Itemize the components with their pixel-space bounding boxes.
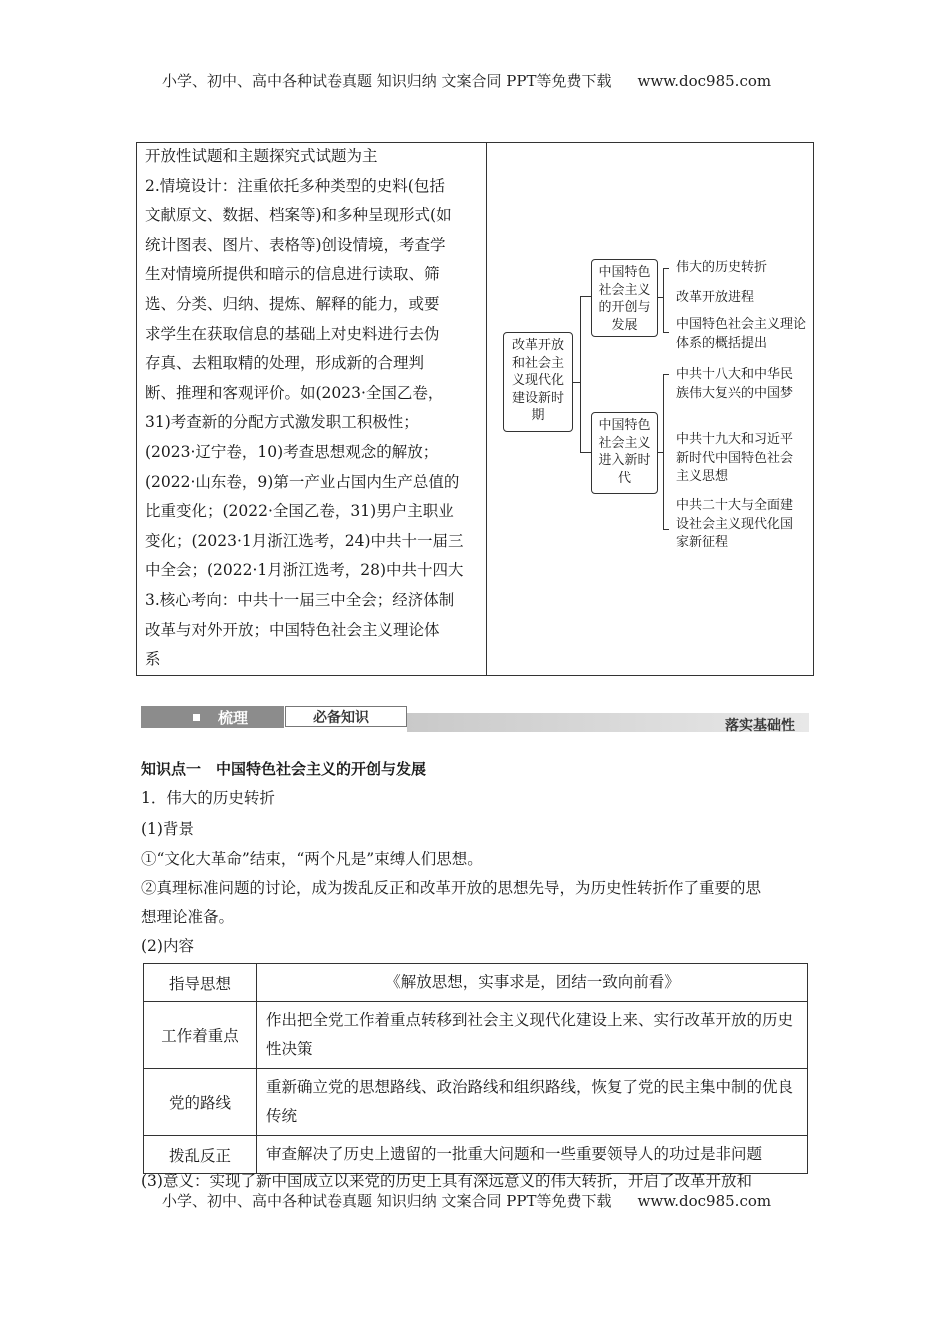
mindmap-leaf: 改革开放进程 xyxy=(676,290,755,305)
background-item-1: ①“文化大革命”结束，“两个凡是”束缚人们思想。 xyxy=(141,850,483,868)
table-value: 审查解决了历史上遗留的一批重大问题和一些重要领导人的功过是非问题 xyxy=(257,1136,808,1174)
text-line: 31)考查新的分配方式激发职工积极性； xyxy=(145,413,419,432)
text-line: (2022·山东卷，9)第一产业占国内生产总值的 xyxy=(145,472,460,491)
square-bullet-icon xyxy=(193,714,200,721)
text-line: 生对情境所提供和暗示的信息进行读取、筛 xyxy=(145,265,440,284)
table-key: 工作着重点 xyxy=(144,1002,257,1069)
text-line: 3.核心考向：中共十一届三中全会；经济体制 xyxy=(145,590,455,609)
background-item-2: ②真理标准问题的讨论，成为拨乱反正和改革开放的思想先导，为历史性转折作了重要的思 xyxy=(141,879,762,897)
connector-line xyxy=(580,452,591,453)
mindmap-leaf: 中共二十大与全面建设社会主义现代化国家新征程 xyxy=(676,498,794,550)
text-line: 文献原文、数据、档案等)和多种呈现形式(如 xyxy=(145,206,452,225)
column-divider xyxy=(486,142,487,676)
footer-url[interactable]: www.doc985.com xyxy=(637,1192,772,1210)
connector-line xyxy=(663,268,664,333)
table-key: 指导思想 xyxy=(144,964,257,1002)
background-heading: (1)背景 xyxy=(141,820,194,838)
table-row xyxy=(144,1069,808,1136)
table-key: 拨乱反正 xyxy=(144,1136,257,1174)
text-line: 开放性试题和主题探究式试题为主 xyxy=(145,147,378,165)
exam-description xyxy=(145,142,481,675)
mindmap-leaf: 伟大的历史转折 xyxy=(676,260,768,275)
header-text: 小学、初中、高中各种试卷真题 知识归纳 文案合同 PPT等免费下载 xyxy=(162,72,612,90)
banner-tab-dark xyxy=(141,706,284,728)
connector-line xyxy=(663,374,664,530)
text-line: 中全会；(2022·1月浙江选考，28)中共十四大 xyxy=(145,561,464,580)
table-row xyxy=(144,1002,808,1069)
table-value: 重新确立党的思想路线、政治路线和组织路线，恢复了党的民主集中制的优良传统 xyxy=(257,1069,808,1136)
connector-line xyxy=(663,268,669,269)
table-row xyxy=(144,1136,808,1174)
banner-tab-sort: 梳理 xyxy=(218,709,249,727)
connector-line xyxy=(663,374,669,375)
text-line: 求学生在获取信息的基础上对史料进行去伪 xyxy=(145,324,440,343)
connector-line xyxy=(663,332,669,333)
footer-text: 小学、初中、高中各种试卷真题 知识归纳 文案合同 PPT等免费下载 xyxy=(162,1192,612,1210)
table-value: 作出把全党工作着重点转移到社会主义现代化建设上来、实行改革开放的历史性决策 xyxy=(257,1002,808,1069)
connector-line xyxy=(573,382,580,383)
banner-tab-knowledge: 必备知识 xyxy=(313,710,369,726)
text-line: 存真、去粗取精的处理，形成新的合理判 xyxy=(145,354,425,373)
text-line: 比重变化；(2022·全国乙卷，31)男户主职业 xyxy=(145,502,454,521)
table-key: 党的路线 xyxy=(144,1069,257,1136)
significance-text: (3)意义：实现了新中国成立以来党的历史上具有深远意义的伟大转折，开启了改革开放和 xyxy=(141,1172,752,1190)
text-line: 2.情境设计：注重依托多种类型的史料(包括 xyxy=(145,176,445,195)
text-line: 统计图表、图片、表格等)创设情境，考查学 xyxy=(145,235,446,254)
mindmap-leaf: 中国特色社会主义理论体系的概括提出 xyxy=(676,317,807,351)
text-line: 改革与对外开放；中国特色社会主义理论体 xyxy=(145,620,440,639)
text-line: 选、分类、归纳、提炼、解释的能力，或要 xyxy=(145,294,440,313)
table-value: 《解放思想，实事求是，团结一致向前看》 xyxy=(257,964,808,1002)
page-header xyxy=(162,70,771,91)
text-line: 断、推理和客观评价。如(2023·全国乙卷， xyxy=(145,383,444,402)
connector-line xyxy=(580,296,591,297)
mindmap-leaf: 中共十九大和习近平新时代中国特色社会主义思想 xyxy=(676,432,794,484)
text-line: 系 xyxy=(145,650,161,669)
background-item-2-cont: 想理论准备。 xyxy=(141,908,235,926)
subsection-title: 1．伟大的历史转折 xyxy=(141,789,275,807)
connector-line xyxy=(580,296,581,452)
text-line: 变化；(2023·1月浙江选考，24)中共十一届三 xyxy=(145,531,464,550)
mindmap-leaf: 中共十八大和中华民族伟大复兴的中国梦 xyxy=(676,367,794,401)
mindmap-root: 改革开放和社会主义现代化建设新时期 xyxy=(503,332,573,432)
connector-line xyxy=(663,529,669,530)
header-url[interactable]: www.doc985.com xyxy=(637,72,772,90)
content-heading: (2)内容 xyxy=(141,937,194,955)
mindmap-branch-1: 中国特色社会主义的开创与发展 xyxy=(591,259,658,337)
text-line: (2023·辽宁卷，10)考查思想观念的解放； xyxy=(145,442,439,461)
section-title: 知识点一 中国特色社会主义的开创与发展 xyxy=(141,760,427,778)
mindmap-branch-2: 中国特色社会主义进入新时代 xyxy=(591,412,658,494)
page-footer xyxy=(162,1190,771,1211)
table-row xyxy=(144,964,808,1002)
banner-right-label: 落实基础性 xyxy=(725,718,795,734)
content-table xyxy=(143,963,808,1174)
